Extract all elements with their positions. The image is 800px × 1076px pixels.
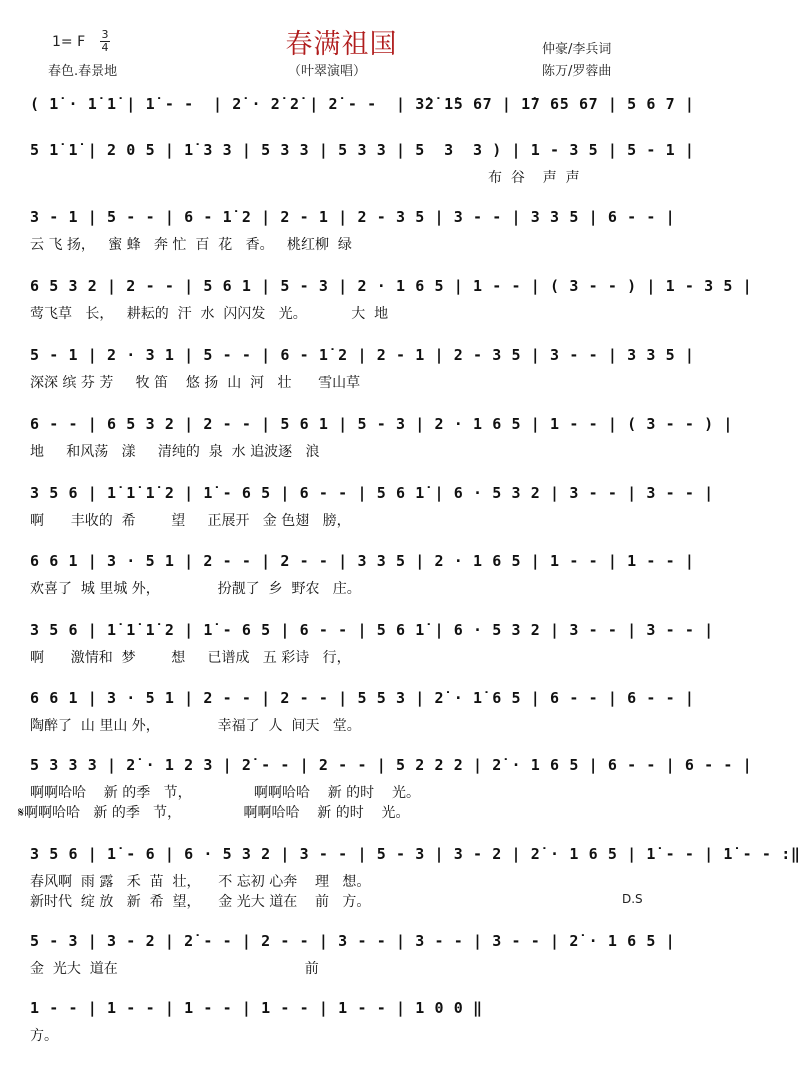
lyric-line: 云 飞 扬， 蜜 蜂 奔 忙 百 花 香。 桃红柳 绿: [30, 237, 352, 253]
lyric-line: 欢喜了 城 里城 外， 扮靓了 乡 野农 庄。: [30, 581, 361, 597]
notation-line: 6 6 1 | 3 · 5 1 | 2 - - | 2 - - | 5 5 3 | 2̇ · 1̇ 6 5 | 6 - - | 6 - - |: [30, 689, 695, 707]
lyric-line: 方。: [30, 1028, 58, 1044]
lyric-line: 布 谷 声 声: [488, 170, 580, 186]
notation-line: 6 6 1 | 3 · 5 1 | 2 - - | 2 - - | 3 3 5 | 2 · 1 6 5 | 1 - - | 1 - - |: [30, 552, 695, 570]
lyric-line: 啊啊哈哈 新 的季 节， 啊啊哈哈 新 的时 光。: [30, 785, 420, 801]
notation-line: 5 1̇ 1̇ | 2 0 5 | 1̇ 3 3 | 5 3 3 | 5 3 3 | 5 3 3 ) | 1 - 3 5 | 5 - 1 |: [30, 141, 695, 159]
notation-line: 5 - 3 | 3 - 2 | 2̇ - - | 2 - - | 3 - - | 3 - - | 3 - - | 2̇ · 1 6 5 |: [30, 932, 676, 950]
notation-line: 5 3 3 3 | 2̇ · 1 2 3 | 2̇ - - | 2 - - | 5 2 2 2 | 2̇ · 1 6 5 | 6 - - | 6 - - |: [30, 756, 753, 774]
lyric-line-repeat: 𝄋啊啊哈哈 新 的季 节， 啊啊哈哈 新 的时 光。: [18, 805, 410, 821]
notation-line: 3 5 6 | 1̇ 1̇ 1̇ 2 | 1̇ - 6 5 | 6 - - | 5 6 1̇ | 6 · 5 3 2 | 3 - - | 3 - - |: [30, 484, 714, 502]
notation-line: 3 5 6 | 1̇ - 6 | 6 · 5 3 2 | 3 - - | 5 - 3 | 3 - 2 | 2̇ · 1 6 5 | 1̇ - - | 1̇ - - :‖: [30, 845, 800, 863]
notation-line: 3 5 6 | 1̇ 1̇ 1̇ 2 | 1̇ - 6 5 | 6 - - | 5 6 1̇ | 6 · 5 3 2 | 3 - - | 3 - - |: [30, 621, 714, 639]
lyric-line: 莺飞草 长， 耕耘的 汗 水 闪闪发 光。 大 地: [30, 306, 389, 322]
time-signature: [100, 30, 110, 53]
lyric-line: 地 和风荡 漾 清纯的 泉 水 追波逐 浪: [30, 444, 320, 460]
lyric-line: 金 光大 道在 前: [30, 961, 319, 977]
time-signature-bottom: 4: [101, 41, 109, 54]
performer-credit: （叶翠演唱）: [288, 64, 367, 79]
composer-credit: 陈万/罗蓉曲: [542, 64, 612, 79]
song-title: 春满祖国: [285, 29, 398, 60]
notation-line: 6 5 3 2 | 2 - - | 5 6 1 | 5 - 3 | 2 · 1 6 5 | 1 - - | ( 3 - - ) | 1 - 3 5 |: [30, 277, 753, 295]
time-signature-top: 3: [101, 28, 109, 41]
notation-line: ( 1̇ · 1̇ 1̇ | 1̇ - - | 2̇ · 2̇ 2̇ | 2̇ - - | 3̇2̇ 1̇5 67 | 1̇7 65 67 | 5 6 7 |: [30, 95, 695, 113]
lyricist-credit: 仲豪/李兵词: [542, 42, 612, 57]
lyric-line: 陶醉了 山 里山 外， 幸福了 人 间天 堂。: [30, 718, 361, 734]
lyric-line: 春风啊 雨 露 禾 苗 壮， 不 忘初 心奔 理 想。: [30, 874, 371, 890]
dal-segno-mark: D.S: [622, 892, 643, 906]
notation-line: 5 - 1 | 2 · 3 1 | 5 - - | 6 - 1̇ 2 | 2 - 1 | 2 - 3 5 | 3 - - | 3 3 5 |: [30, 346, 695, 364]
notation-line: 3 - 1 | 5 - - | 6 - 1̇ 2 | 2 - 1 | 2 - 3 5 | 3 - - | 3 3 5 | 6 - - |: [30, 208, 676, 226]
lyric-line: 啊 丰收的 希 望 正展开 金 色翅 膀，: [30, 513, 351, 529]
album-title: 春色.春景地: [48, 64, 118, 79]
key-signature: 1= F: [52, 34, 86, 50]
lyric-line: 新时代 绽 放 新 希 望， 金 光大 道在 前 方。: [30, 894, 371, 910]
lyric-line: 深深 缤 芬 芳 牧 笛 悠 扬 山 河 壮 雪山草: [30, 375, 361, 391]
notation-line: 1 - - | 1 - - | 1 - - | 1 - - | 1 - - | 1 0 0 ‖: [30, 999, 483, 1017]
notation-line: 6 - - | 6 5 3 2 | 2 - - | 5 6 1 | 5 - 3 | 2 · 1 6 5 | 1 - - | ( 3 - - ) |: [30, 415, 734, 433]
lyric-line: 啊 激情和 梦 想 已谱成 五 彩诗 行，: [30, 650, 351, 666]
